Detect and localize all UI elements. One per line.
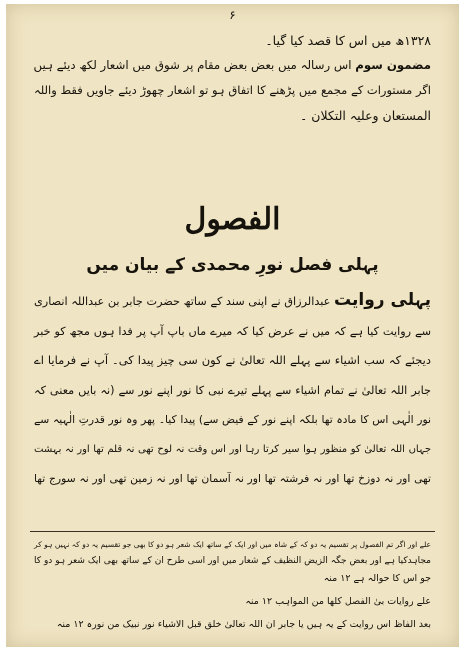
book-page: [6, 4, 459, 647]
intro-paragraph: [34, 28, 431, 128]
chapter-title: الفصول: [184, 202, 281, 237]
body-line: جہاں اللہ تعالیٰ کو منظور ہوا سیر کرتا رہا اور اس وقت نہ لوح تھی نہ قلم تھا اور نہ بہشت: [34, 443, 431, 455]
body-line: سے روایت کیا ہے کہ میں نے عرض کیا کہ میرے ماں باپ آپ پر فدا ہوں مجھ کو خبر: [34, 324, 431, 338]
intro-line: ۱۳۲۸ھ میں اس کا قصد کیا گیا۔: [265, 33, 431, 48]
footnote-line: مجاہدکیا ہے اور بعض جگہ الزیض النظیف کے شعار میں اور اسی طرح ان کے ساتھ بھی ایک شعر ہو دو کا: [34, 556, 431, 566]
narration-label: پہلی روایت: [334, 290, 432, 310]
body-line: دیجئے کہ سب اشیاء سے پہلے اللہ تعالیٰ نے کون سی چیز پیدا کی۔ آپ نے فرمایا اے: [34, 353, 431, 367]
body-line: تھی اور نہ دوزخ تھا اور نہ فرشتہ تھا اور نہ آسمان تھا اور نہ زمین تھی اور نہ سورج تھا: [34, 472, 431, 485]
footnote-divider: [30, 531, 435, 532]
footnote-line: جو اس کا حوالہ ہے ۱۲ منہ: [323, 573, 431, 584]
intro-line: [34, 53, 431, 78]
intro-line-text: اس رسالہ میں بعض بعض مقام پر شوق میں اشعار لکھ دیئے ہیں: [33, 58, 352, 72]
page-number: ۶: [229, 8, 236, 22]
body-line-text: عبدالرزاق نے اپنی سند کے ساتھ حضرت جابر بن عبداللہ انصاری: [34, 295, 331, 308]
body-line: نور الٰہی اس کا مادہ تھا بلکہ اپنے نور کے فیض سے) پیدا کیا۔ پھر وہ نور قدرتِ الٰہیہ سے: [34, 413, 431, 426]
footnotes: [34, 536, 431, 633]
section-heading: پہلی فصل نورِ محمدی کے بیان میں: [86, 255, 379, 275]
section-label: مضمون سوم: [355, 58, 431, 72]
intro-line: اگر مستورات کے مجمع میں پڑھنے کا اتفاق ہو تو اشعار چھوڑ دیئے جاویں فقط واللہ: [34, 83, 431, 97]
footnote-line: علے روایات بیٰ الفصل کلھا من المواہب ۱۲ منہ: [245, 596, 431, 607]
intro-line: المستعان وعلیہ التکلان ۔: [299, 108, 431, 123]
body-line: جابر اللہ تعالیٰ نے تمام اشیاء سے پہلے تیرے نبی کا نور اپنے نور سے (نہ بایں معنی کہ: [34, 383, 431, 397]
footnote-line: بعد الفاظ اس روایت کے یہ ہیں یا جابر ان اللہ تعالیٰ خلق قبل الاشیاء نور نبیک من نورہ ۱۲ منہ: [56, 619, 431, 630]
body-line: [34, 286, 431, 317]
footnote-line: علے اور اگر تم الفصول پر تقسیم یہ دو کہ کے شاہ میں اور ایک کے ساتھ ایک شعر ہو دو کا بھی جو تقسیم یہ دو کہ نہیں ہو کر: [34, 540, 431, 549]
body-paragraph: [34, 286, 431, 494]
